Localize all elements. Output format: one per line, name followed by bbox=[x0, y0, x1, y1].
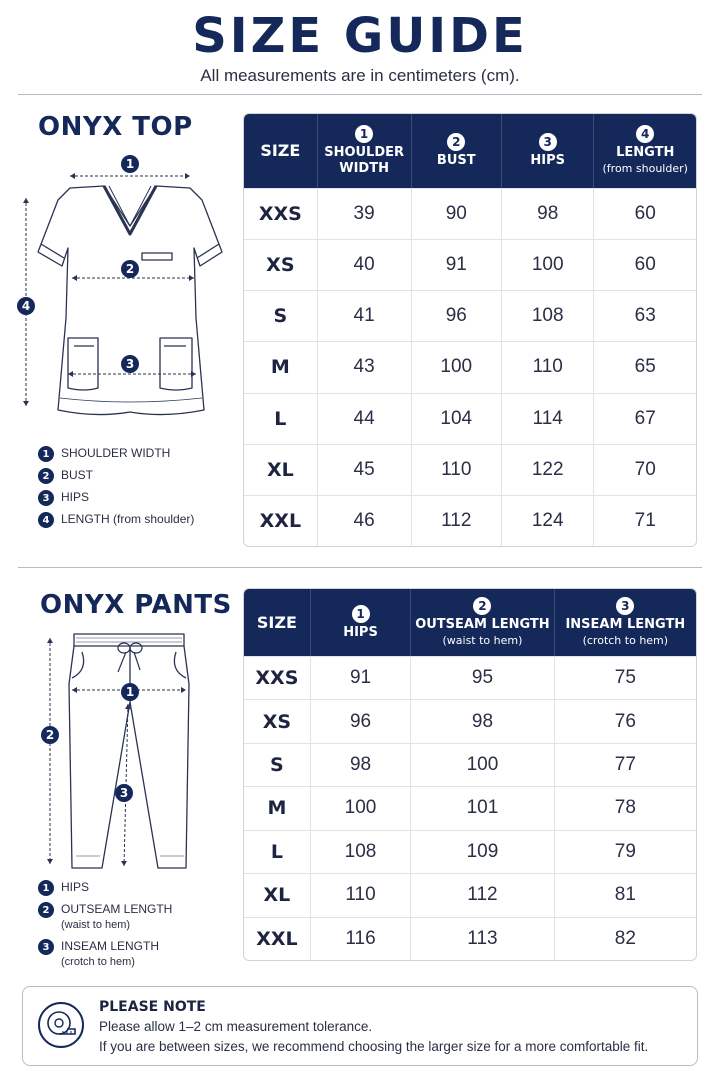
table-row bbox=[244, 873, 696, 916]
measurement-cell: 40 bbox=[318, 239, 412, 290]
top-section-title: ONYX TOP bbox=[38, 112, 193, 142]
size-label-cell: XL bbox=[244, 444, 318, 495]
size-label-cell: S bbox=[244, 743, 311, 786]
pants-legend bbox=[38, 880, 172, 976]
column-header-hips: 1 HIPS bbox=[311, 589, 411, 656]
table-row bbox=[244, 917, 696, 960]
measurement-cell: 114 bbox=[502, 393, 594, 444]
measurement-cell: 91 bbox=[311, 656, 411, 699]
measurement-cell: 71 bbox=[594, 495, 696, 546]
measurement-cell: 44 bbox=[318, 393, 412, 444]
column-header-inseam-length: 3 INSEAM LENGTH (crotch to hem) bbox=[555, 589, 696, 656]
column-header-outseam-length: 2 OUTSEAM LENGTH (waist to hem) bbox=[411, 589, 554, 656]
size-label-cell: XXL bbox=[244, 917, 311, 960]
pants-size-table bbox=[243, 588, 697, 961]
page-subtitle: All measurements are in centimeters (cm). bbox=[200, 66, 520, 85]
marker-outseam-length: 2 bbox=[41, 726, 59, 744]
measurement-cell: 104 bbox=[412, 393, 502, 444]
table-row bbox=[244, 743, 696, 786]
measurement-cell: 76 bbox=[555, 699, 696, 742]
measurement-cell: 116 bbox=[311, 917, 411, 960]
measurement-cell: 78 bbox=[555, 786, 696, 829]
marker-length: 4 bbox=[17, 297, 35, 315]
measurement-cell: 79 bbox=[555, 830, 696, 873]
measurement-cell: 60 bbox=[594, 239, 696, 290]
marker-shoulder-width: 1 bbox=[121, 155, 139, 173]
measurement-cell: 112 bbox=[411, 873, 554, 916]
marker-inseam-length: 3 bbox=[115, 784, 133, 802]
note-box bbox=[22, 986, 698, 1066]
marker-hips: 3 bbox=[121, 355, 139, 373]
measurement-cell: 100 bbox=[412, 341, 502, 392]
top-legend bbox=[38, 446, 194, 534]
measurement-cell: 113 bbox=[411, 917, 554, 960]
size-label-cell: XXL bbox=[244, 495, 318, 546]
measurement-cell: 67 bbox=[594, 393, 696, 444]
measurement-cell: 81 bbox=[555, 873, 696, 916]
note-line-between-sizes: If you are between sizes, we recommend choosing the larger size for a more comfortable fit. bbox=[99, 1039, 649, 1054]
size-label-cell: XS bbox=[244, 239, 318, 290]
table-row bbox=[244, 290, 696, 341]
measurement-cell: 96 bbox=[311, 699, 411, 742]
measurement-cell: 82 bbox=[555, 917, 696, 960]
size-label-cell: S bbox=[244, 290, 318, 341]
size-label-cell: M bbox=[244, 786, 311, 829]
measurement-cell: 100 bbox=[411, 743, 554, 786]
table-row bbox=[244, 341, 696, 392]
scrub-pants-diagram bbox=[36, 624, 206, 876]
measurement-cell: 46 bbox=[318, 495, 412, 546]
measurement-cell: 45 bbox=[318, 444, 412, 495]
divider bbox=[18, 567, 702, 568]
measurement-cell: 65 bbox=[594, 341, 696, 392]
column-header-size: SIZE bbox=[244, 589, 311, 656]
note-heading: PLEASE NOTE bbox=[99, 999, 206, 1015]
table-row bbox=[244, 495, 696, 546]
measurement-cell: 96 bbox=[412, 290, 502, 341]
table-row bbox=[244, 656, 696, 699]
measurement-cell: 77 bbox=[555, 743, 696, 786]
measurement-cell: 100 bbox=[502, 239, 594, 290]
measurement-cell: 112 bbox=[412, 495, 502, 546]
measurement-cell: 110 bbox=[311, 873, 411, 916]
size-label-cell: L bbox=[244, 393, 318, 444]
measurement-cell: 39 bbox=[318, 188, 412, 239]
size-label-cell: XL bbox=[244, 873, 311, 916]
column-header-hips: 3 HIPS bbox=[502, 114, 594, 188]
pants-section-title: ONYX PANTS bbox=[40, 590, 232, 620]
measurement-cell: 110 bbox=[502, 341, 594, 392]
measurement-cell: 124 bbox=[502, 495, 594, 546]
page-title: SIZE GUIDE bbox=[192, 8, 528, 64]
measurement-cell: 109 bbox=[411, 830, 554, 873]
measurement-cell: 98 bbox=[311, 743, 411, 786]
measurement-cell: 100 bbox=[311, 786, 411, 829]
table-header-row bbox=[244, 589, 696, 656]
size-label-cell: XXS bbox=[244, 188, 318, 239]
measurement-cell: 63 bbox=[594, 290, 696, 341]
measuring-tape-icon bbox=[37, 1001, 85, 1049]
page-header bbox=[0, 0, 720, 86]
measurement-cell: 75 bbox=[555, 656, 696, 699]
measurement-cell: 108 bbox=[502, 290, 594, 341]
column-header-bust: 2 BUST bbox=[412, 114, 502, 188]
table-row bbox=[244, 830, 696, 873]
legend-item: 1 SHOULDER WIDTH bbox=[38, 446, 194, 462]
column-header-shoulder-width: 1 SHOULDER WIDTH bbox=[318, 114, 412, 188]
table-row bbox=[244, 393, 696, 444]
measurement-cell: 108 bbox=[311, 830, 411, 873]
note-line-tolerance: Please allow 1–2 cm measurement tolerance. bbox=[99, 1019, 373, 1034]
marker-bust: 2 bbox=[121, 260, 139, 278]
size-label-cell: M bbox=[244, 341, 318, 392]
measurement-cell: 122 bbox=[502, 444, 594, 495]
measurement-cell: 110 bbox=[412, 444, 502, 495]
divider bbox=[18, 94, 702, 95]
legend-item: 1 HIPS bbox=[38, 880, 172, 896]
measurement-cell: 98 bbox=[411, 699, 554, 742]
measurement-cell: 90 bbox=[412, 188, 502, 239]
legend-item: 3 INSEAM LENGTH (crotch to hem) bbox=[38, 939, 172, 970]
column-header-size: SIZE bbox=[244, 114, 318, 188]
scrub-top-diagram bbox=[14, 148, 234, 418]
measurement-cell: 98 bbox=[502, 188, 594, 239]
legend-item: 4 LENGTH (from shoulder) bbox=[38, 512, 194, 528]
measurement-cell: 70 bbox=[594, 444, 696, 495]
table-row bbox=[244, 239, 696, 290]
legend-item: 2 OUTSEAM LENGTH (waist to hem) bbox=[38, 902, 172, 933]
size-label-cell: XS bbox=[244, 699, 311, 742]
size-label-cell: L bbox=[244, 830, 311, 873]
marker-hips: 1 bbox=[121, 683, 139, 701]
table-row bbox=[244, 444, 696, 495]
measurement-cell: 60 bbox=[594, 188, 696, 239]
legend-item: 3 HIPS bbox=[38, 490, 194, 506]
measurement-cell: 91 bbox=[412, 239, 502, 290]
measurement-cell: 43 bbox=[318, 341, 412, 392]
table-row bbox=[244, 786, 696, 829]
table-header-row bbox=[244, 114, 696, 188]
measurement-cell: 101 bbox=[411, 786, 554, 829]
measurement-cell: 95 bbox=[411, 656, 554, 699]
size-label-cell: XXS bbox=[244, 656, 311, 699]
legend-item: 2 BUST bbox=[38, 468, 194, 484]
table-row bbox=[244, 188, 696, 239]
table-row bbox=[244, 699, 696, 742]
measurement-cell: 41 bbox=[318, 290, 412, 341]
column-header-length: 4 LENGTH (from shoulder) bbox=[594, 114, 696, 188]
top-size-table bbox=[243, 113, 697, 547]
